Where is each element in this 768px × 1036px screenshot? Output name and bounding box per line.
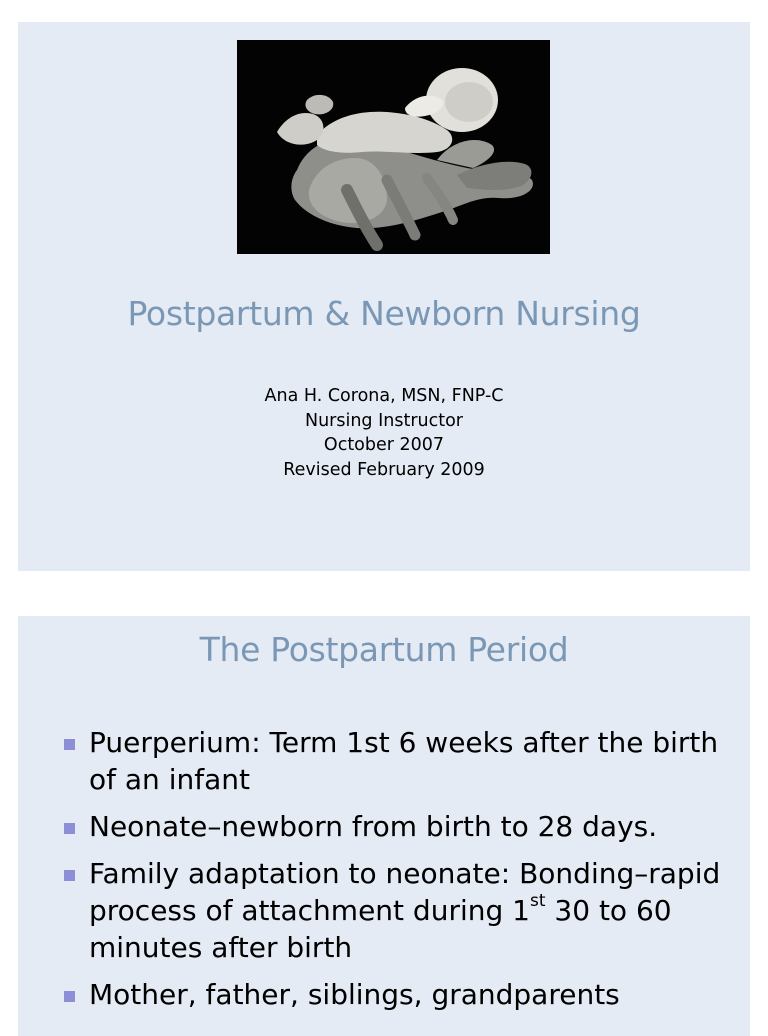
list-item — [18, 976, 750, 1013]
square-bullet-icon — [64, 739, 75, 750]
author-role: Nursing Instructor — [304, 410, 464, 431]
newborn-hands-photo — [237, 40, 550, 254]
square-bullet-icon — [64, 823, 75, 834]
list-item — [18, 724, 750, 798]
title-slide — [18, 22, 750, 571]
created-date: October 2007 — [323, 435, 445, 455]
postpartum-period-slide — [18, 616, 750, 1036]
bullet-text-post: 30 to 60 minutes after birth — [89, 894, 672, 964]
list-item — [18, 808, 750, 845]
presentation-title: Postpartum & Newborn Nursing — [127, 294, 641, 333]
square-bullet-icon — [64, 870, 75, 881]
bullet-text-pre: Family adaptation to neonate: Bonding–rapid process of attachment during 1 — [89, 857, 721, 927]
list-item — [18, 855, 750, 966]
slide-title: The Postpartum Period — [199, 630, 569, 669]
author-info — [18, 384, 750, 482]
square-bullet-icon — [64, 991, 75, 1002]
ordinal-superscript: st — [529, 890, 546, 911]
bullet-text: Mother, father, siblings, grandparents — [89, 978, 620, 1011]
bullet-text: Neonate–newborn from birth to 28 days. — [89, 810, 658, 843]
newborn-in-hands-image — [237, 40, 550, 254]
bullet-text: Puerperium: Term 1st 6 weeks after the birth of an infant — [89, 726, 719, 796]
author-name: Ana H. Corona, MSN, FNP-C — [264, 386, 504, 406]
revised-date: Revised February 2009 — [283, 459, 485, 480]
bullet-list — [18, 724, 750, 1023]
